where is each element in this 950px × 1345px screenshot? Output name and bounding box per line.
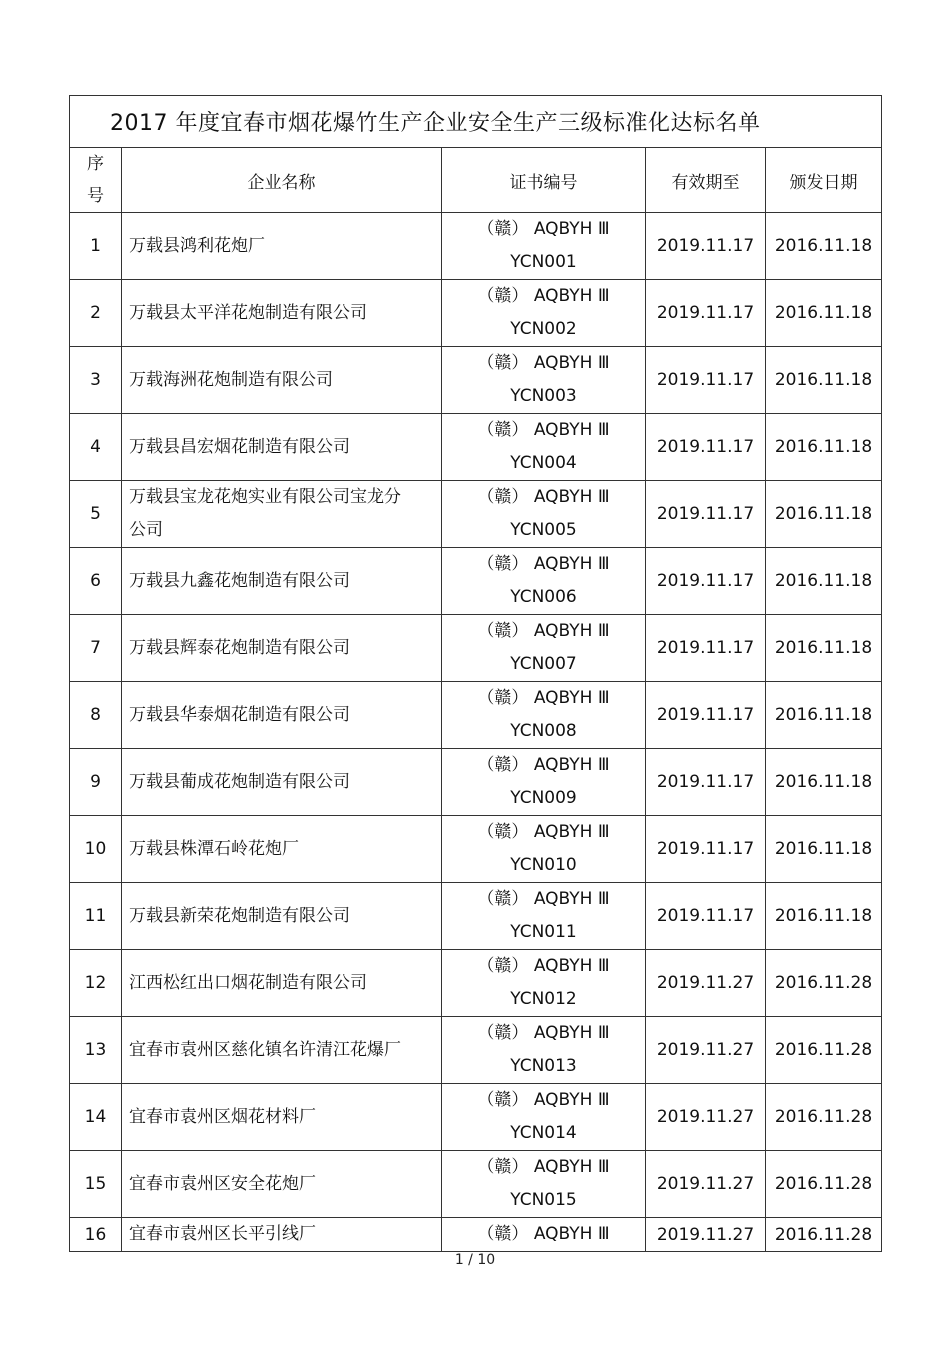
table-row	[70, 1218, 882, 1252]
row-cert-number	[442, 1218, 646, 1252]
row-issue-date: 2016.11.28	[766, 1084, 882, 1151]
row-valid-until: 2019.11.17	[646, 816, 766, 883]
row-valid-until: 2019.11.27	[646, 1084, 766, 1151]
table-row	[70, 280, 882, 347]
row-enterprise-name: 宜春市袁州区烟花材料厂	[122, 1084, 442, 1151]
row-issue-date: 2016.11.18	[766, 347, 882, 414]
cert-line-2: YCN003	[510, 386, 577, 406]
table-row	[70, 749, 882, 816]
row-issue-date: 2016.11.18	[766, 615, 882, 682]
title-row	[70, 96, 882, 148]
row-cert-number	[442, 1017, 646, 1084]
cert-line-1: （赣） AQBYH Ⅲ	[477, 487, 610, 507]
row-cert-number	[442, 883, 646, 950]
row-cert-number	[442, 749, 646, 816]
header-name: 企业名称	[122, 148, 442, 213]
cert-line-1: （赣） AQBYH Ⅲ	[477, 889, 610, 909]
row-cert-number	[442, 481, 646, 548]
cert-line-2: YCN010	[510, 855, 577, 875]
table-row	[70, 414, 882, 481]
row-cert-number	[442, 347, 646, 414]
row-enterprise-name: 万载县宝龙花炮实业有限公司宝龙分公司	[122, 481, 442, 548]
row-enterprise-name: 万载县葡成花炮制造有限公司	[122, 749, 442, 816]
cert-line-2: YCN013	[510, 1056, 577, 1076]
row-valid-until: 2019.11.27	[646, 1151, 766, 1218]
header-issue: 颁发日期	[766, 148, 882, 213]
row-seq: 10	[70, 816, 122, 883]
row-cert-number	[442, 682, 646, 749]
row-enterprise-name: 万载县新荣花炮制造有限公司	[122, 883, 442, 950]
row-seq: 14	[70, 1084, 122, 1151]
row-valid-until: 2019.11.17	[646, 481, 766, 548]
row-cert-number	[442, 213, 646, 280]
table-row	[70, 615, 882, 682]
cert-line-1: （赣） AQBYH Ⅲ	[477, 1157, 610, 1177]
row-issue-date: 2016.11.28	[766, 1218, 882, 1252]
row-seq: 13	[70, 1017, 122, 1084]
row-valid-until: 2019.11.17	[646, 347, 766, 414]
cert-line-2: YCN004	[510, 453, 577, 473]
row-enterprise-name: 宜春市袁州区长平引线厂	[122, 1218, 442, 1252]
table-row	[70, 1017, 882, 1084]
row-valid-until: 2019.11.27	[646, 1017, 766, 1084]
cert-line-1: （赣） AQBYH Ⅲ	[477, 956, 610, 976]
table-body	[70, 213, 882, 1252]
table-row	[70, 347, 882, 414]
row-enterprise-name: 宜春市袁州区安全花炮厂	[122, 1151, 442, 1218]
table-row	[70, 1084, 882, 1151]
row-valid-until: 2019.11.17	[646, 749, 766, 816]
cert-line-1: （赣） AQBYH Ⅲ	[477, 420, 610, 440]
row-cert-number	[442, 414, 646, 481]
table-row	[70, 682, 882, 749]
row-issue-date: 2016.11.28	[766, 950, 882, 1017]
row-enterprise-name: 万载县辉泰花炮制造有限公司	[122, 615, 442, 682]
row-issue-date: 2016.11.18	[766, 816, 882, 883]
cert-line-2: YCN005	[510, 520, 577, 540]
row-cert-number	[442, 816, 646, 883]
table-row	[70, 883, 882, 950]
row-enterprise-name: 万载县株潭石岭花炮厂	[122, 816, 442, 883]
row-valid-until: 2019.11.27	[646, 1218, 766, 1252]
row-enterprise-name: 万载县昌宏烟花制造有限公司	[122, 414, 442, 481]
row-valid-until: 2019.11.17	[646, 548, 766, 615]
row-seq: 3	[70, 347, 122, 414]
row-seq: 7	[70, 615, 122, 682]
row-valid-until: 2019.11.17	[646, 883, 766, 950]
page-number: 1 / 10	[454, 1252, 496, 1268]
cert-line-2: YCN011	[510, 922, 577, 942]
header-cert: 证书编号	[442, 148, 646, 213]
row-seq: 5	[70, 481, 122, 548]
row-issue-date: 2016.11.18	[766, 682, 882, 749]
row-seq: 8	[70, 682, 122, 749]
row-seq: 4	[70, 414, 122, 481]
row-valid-until: 2019.11.17	[646, 615, 766, 682]
row-cert-number	[442, 1151, 646, 1218]
row-enterprise-name: 万载县华泰烟花制造有限公司	[122, 682, 442, 749]
row-issue-date: 2016.11.28	[766, 1151, 882, 1218]
table-row	[70, 950, 882, 1017]
cert-line-1: （赣） AQBYH Ⅲ	[477, 219, 610, 239]
cert-line-1: （赣） AQBYH Ⅲ	[477, 1090, 610, 1110]
row-issue-date: 2016.11.18	[766, 481, 882, 548]
cert-line-2: YCN002	[510, 319, 577, 339]
header-valid: 有效期至	[646, 148, 766, 213]
cert-line-2: YCN015	[510, 1190, 577, 1210]
cert-line-2: YCN007	[510, 654, 577, 674]
row-issue-date: 2016.11.18	[766, 213, 882, 280]
cert-line-2: YCN009	[510, 788, 577, 808]
row-valid-until: 2019.11.17	[646, 682, 766, 749]
page-title: 2017 年度宜春市烟花爆竹生产企业安全生产三级标准化达标名单	[70, 96, 882, 148]
row-enterprise-name: 万载县鸿利花炮厂	[122, 213, 442, 280]
enterprise-list-table	[69, 95, 882, 1252]
row-enterprise-name: 万载县九鑫花炮制造有限公司	[122, 548, 442, 615]
cert-line-1: （赣） AQBYH Ⅲ	[477, 621, 610, 641]
row-seq: 6	[70, 548, 122, 615]
cert-line-2: YCN012	[510, 989, 577, 1009]
row-cert-number	[442, 548, 646, 615]
row-issue-date: 2016.11.18	[766, 883, 882, 950]
row-valid-until: 2019.11.17	[646, 280, 766, 347]
row-issue-date: 2016.11.28	[766, 1017, 882, 1084]
row-enterprise-name: 万载海洲花炮制造有限公司	[122, 347, 442, 414]
row-seq: 11	[70, 883, 122, 950]
cert-line-2: YCN014	[510, 1123, 577, 1143]
row-enterprise-name: 宜春市袁州区慈化镇名许清江花爆厂	[122, 1017, 442, 1084]
cert-line-2: YCN006	[510, 587, 577, 607]
row-seq: 9	[70, 749, 122, 816]
table-row	[70, 1151, 882, 1218]
header-seq-label: 序号	[87, 154, 104, 206]
row-enterprise-name: 万载县太平洋花炮制造有限公司	[122, 280, 442, 347]
table-row	[70, 213, 882, 280]
row-seq: 16	[70, 1218, 122, 1252]
row-issue-date: 2016.11.18	[766, 280, 882, 347]
table-row	[70, 816, 882, 883]
row-issue-date: 2016.11.18	[766, 548, 882, 615]
cert-line-2: YCN008	[510, 721, 577, 741]
row-cert-number	[442, 1084, 646, 1151]
cert-line-2: YCN001	[510, 252, 577, 272]
row-enterprise-name: 江西松红出口烟花制造有限公司	[122, 950, 442, 1017]
cert-line-1: （赣） AQBYH Ⅲ	[477, 1224, 610, 1244]
row-cert-number	[442, 280, 646, 347]
row-valid-until: 2019.11.27	[646, 950, 766, 1017]
row-seq: 2	[70, 280, 122, 347]
cert-line-1: （赣） AQBYH Ⅲ	[477, 554, 610, 574]
header-row	[70, 148, 882, 213]
cert-line-1: （赣） AQBYH Ⅲ	[477, 822, 610, 842]
row-issue-date: 2016.11.18	[766, 414, 882, 481]
row-cert-number	[442, 615, 646, 682]
row-cert-number	[442, 950, 646, 1017]
cert-line-1: （赣） AQBYH Ⅲ	[477, 755, 610, 775]
row-seq: 15	[70, 1151, 122, 1218]
cert-line-1: （赣） AQBYH Ⅲ	[477, 688, 610, 708]
row-valid-until: 2019.11.17	[646, 213, 766, 280]
cert-line-1: （赣） AQBYH Ⅲ	[477, 286, 610, 306]
row-seq: 1	[70, 213, 122, 280]
header-seq	[70, 148, 122, 213]
row-valid-until: 2019.11.17	[646, 414, 766, 481]
row-issue-date: 2016.11.18	[766, 749, 882, 816]
cert-line-1: （赣） AQBYH Ⅲ	[477, 1023, 610, 1043]
cert-line-1: （赣） AQBYH Ⅲ	[477, 353, 610, 373]
table-row	[70, 481, 882, 548]
row-seq: 12	[70, 950, 122, 1017]
table-row	[70, 548, 882, 615]
